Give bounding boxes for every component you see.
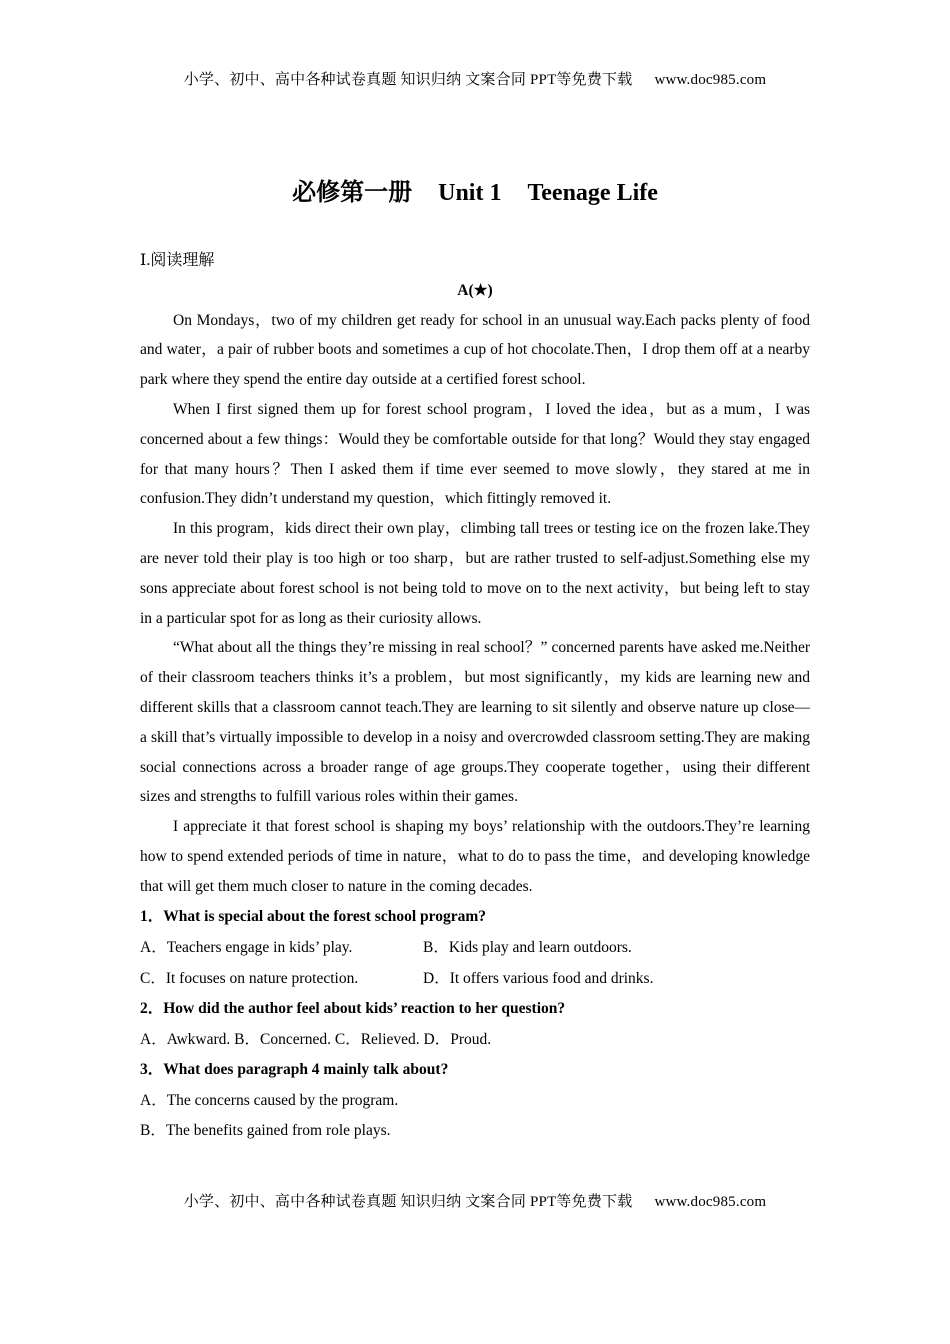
header-site-link[interactable]: www.doc985.com xyxy=(654,72,767,88)
footer-text: 小学、初中、高中各种试卷真题 知识归纳 文案合同 PPT等免费下载 xyxy=(183,1194,633,1210)
question-1-option-a: A．Teachers engage in kids’ play. xyxy=(140,939,353,957)
page-header xyxy=(0,68,950,89)
question-3-option-a: A．The concerns caused by the program. xyxy=(140,1091,399,1109)
question-1-option-b: B．Kids play and learn outdoors. xyxy=(423,939,632,957)
header-text: 小学、初中、高中各种试卷真题 知识归纳 文案合同 PPT等免费下载 xyxy=(183,72,633,88)
footer-site-link[interactable]: www.doc985.com xyxy=(654,1194,767,1210)
question-2-stem: 2．How did the author feel about kids’ reaction to her question? xyxy=(140,1000,566,1018)
section-heading: Ⅰ.阅读理解 xyxy=(140,252,215,269)
paragraph-4: “What about all the things they’re missing in real school？” concerned parents have asked me.Neither of their classroom teachers thinks it’s a problem，but most significantly，my kids are learning new and different skills that a classroom cannot teach.They are learning to sit silently and observe nature up close—a skill that’s virtually impossible to develop in a noisy and overcrowded classroom setting.They are making social connections across a broader range of age groups.They cooperate together，using their different sizes and strengths to fulfill various roles within their games. xyxy=(140,639,810,806)
title-book: 必修第一册 xyxy=(292,180,413,206)
page-title xyxy=(0,172,950,207)
question-1-options-row-2 xyxy=(140,963,810,994)
question-3-stem: 3．What does paragraph 4 mainly talk about? xyxy=(140,1061,449,1079)
title-unit: Unit 1 xyxy=(438,180,502,206)
paragraph-1: On Mondays，two of my children get ready for school in an unusual way.Each packs plenty of food and water，a pair of rubber boots and sometimes a cup of hot chocolate.Then，I drop them off at a nearby park where they spend the entire day outside at a certified forest school. xyxy=(140,311,810,389)
document-body xyxy=(140,246,810,1147)
paragraph-2: When I first signed them up for forest school program，I loved the idea，but as a mum，I was concerned about a few things：Would they be comfortable outside for that long？Would they stay engaged for that many hours？Then I asked them if time ever seemed to move slowly，they stared at me in confusion.They didn’t understand my question，which fittingly removed it. xyxy=(140,400,810,508)
paragraph-5: I appreciate it that forest school is shaping my boys’ relationship with the outdoors.They’re learning how to spend extended periods of time in nature，what to do to pass the time，and developing knowledge that will get them much closer to nature in the coming decades. xyxy=(140,818,810,895)
title-name: Teenage Life xyxy=(527,180,658,206)
question-1-options-row-1 xyxy=(140,932,810,963)
question-1-option-c: C．It focuses on nature protection. xyxy=(140,970,359,988)
question-3-option-b: B．The benefits gained from role plays. xyxy=(140,1122,391,1140)
question-1-stem: 1．What is special about the forest school program? xyxy=(140,907,487,925)
question-2-options: A．Awkward. B．Concerned. C．Relieved. D．Proud. xyxy=(140,1030,492,1048)
question-1-option-d: D．It offers various food and drinks. xyxy=(423,970,654,988)
page-footer xyxy=(0,1190,950,1211)
passage-label: A(★) xyxy=(457,281,493,299)
paragraph-3: In this program，kids direct their own play，climbing tall trees or testing ice on the frozen lake.They are never told their play is too high or too sharp，but are rather trusted to self-adjust.Something else my sons appreciate about forest school is not being told to move on to the next activity，but being left to stay in a particular spot for as long as their curiosity allows. xyxy=(140,520,810,627)
